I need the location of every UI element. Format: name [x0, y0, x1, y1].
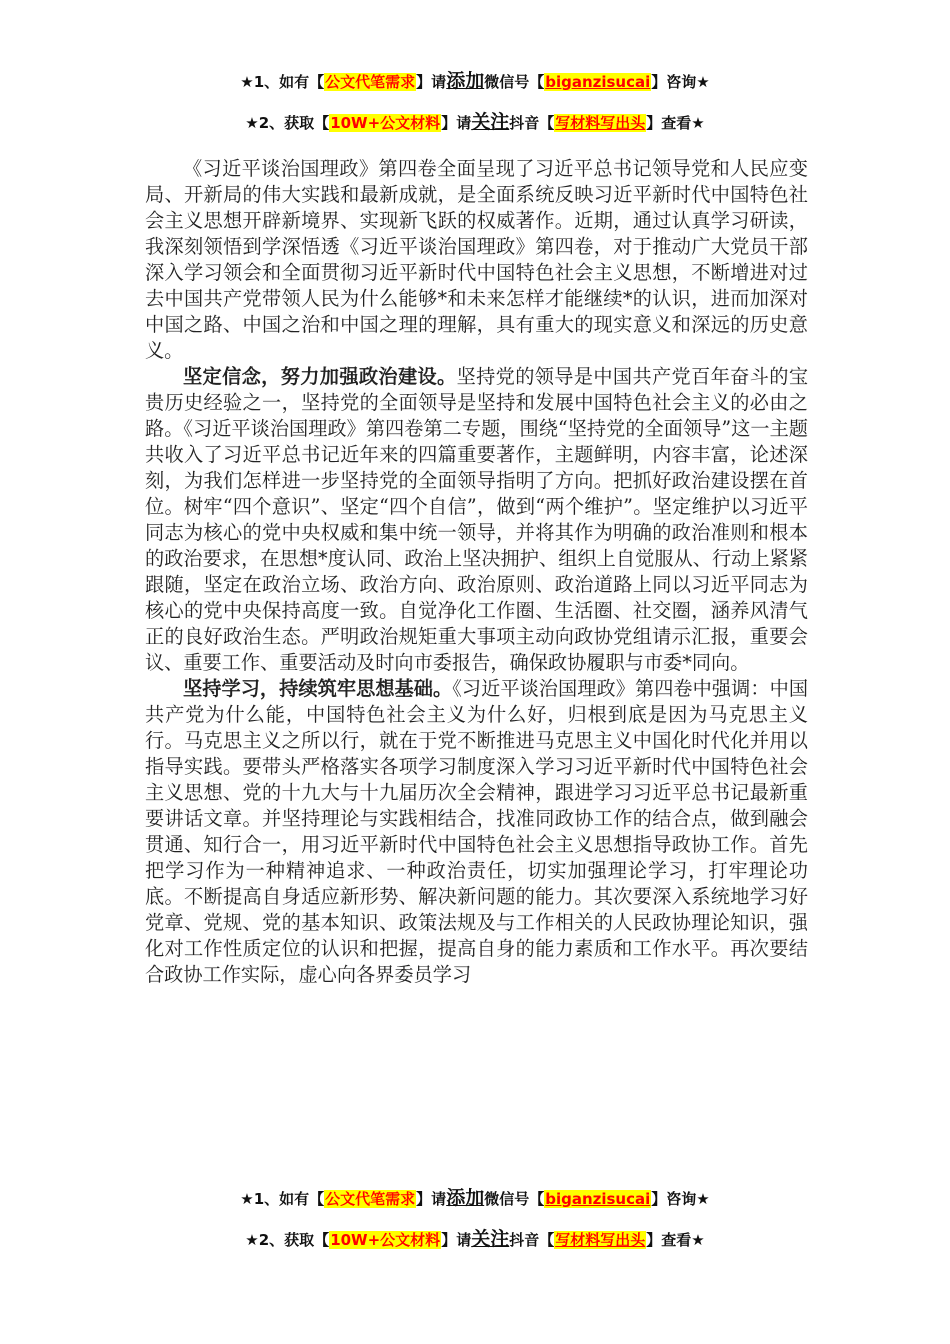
promo-highlight-materials: 10W+公文材料 [330, 1231, 441, 1249]
paragraph-text: 坚持党的领导是中国共产党百年奋斗的宝贵历史经验之一，坚持党的全面领导是坚持和发展中国特色社会主义的必由之路。《习近平谈治国理政》第四卷第二专题，围绕“坚持党的全面领导”这一主题共收入了习近平总书记近年来的四篇重要著作，主题鲜明，内容丰富，论述深刻，为我们怎样进一步坚持党的全面领导指明了方向。把抓好政治建设摆在首位。树牢“四个意识”、坚定“四个自信”，做到“两个维护”。坚定维护以习近平同志为核心的党中央权威和集中统一领导，并将其作为明确的政治准则和根本的政治要求，在思想*度认同、政治上坚决拥护、组织上自觉服从、行动上紧紧跟随，坚定在政治立场、政治方向、政治原则、政治道路上同以习近平同志为核心的党中央保持高度一致。自觉净化工作圈、生活圈、社交圈，涵养风清气正的良好政治生态。严明政治规矩重大事项主动向政协党组请示汇报，重要会议、重要工作、重要活动及时向市委报告，确保政协履职与市委*同向。 [145, 365, 809, 674]
promo-emphasis: 添加 [446, 70, 485, 92]
promo-text: 微信号【 [484, 73, 545, 91]
paragraph-lead-heading: 坚定信念，努力加强政治建设。 [183, 365, 457, 388]
promo-prefix: ★1、如有【 [240, 73, 325, 91]
promo-highlight-service: 公文代笔需求 [325, 1190, 416, 1208]
promo-text: 抖音【 [509, 1231, 555, 1249]
promo-wechat-id: biganzisucai [545, 1190, 651, 1208]
promo-prefix: ★2、获取【 [245, 114, 330, 132]
promo-suffix: 】查看★ [646, 114, 705, 132]
promo-suffix: 】咨询★ [651, 1190, 710, 1208]
promo-text: 】请 [441, 114, 472, 132]
promo-prefix: ★2、获取【 [245, 1231, 330, 1249]
promo-wechat-id: biganzisucai [545, 73, 651, 91]
promo-prefix: ★1、如有【 [240, 1190, 325, 1208]
promo-text: 】请 [416, 73, 447, 91]
promo-text: 抖音【 [509, 114, 555, 132]
article-paragraph-study [145, 676, 808, 988]
promo-emphasis: 关注 [471, 1228, 510, 1250]
paragraph-lead-heading: 坚持学习，持续筑牢思想基础。 [183, 677, 453, 700]
promo-text: 】请 [441, 1231, 472, 1249]
promo-emphasis: 添加 [446, 1187, 485, 1209]
promo-emphasis: 关注 [471, 111, 510, 133]
footer-promo-line-1 [0, 1187, 950, 1210]
footer-promo-line-2 [0, 1228, 950, 1251]
promo-highlight-materials: 10W+公文材料 [330, 114, 441, 132]
promo-douyin-account: 写材料写出头 [555, 114, 646, 132]
promo-text: 微信号【 [484, 1190, 545, 1208]
article-paragraph-political [145, 364, 808, 676]
promo-suffix: 】咨询★ [651, 73, 710, 91]
promo-highlight-service: 公文代笔需求 [325, 73, 416, 91]
article-body [145, 156, 808, 988]
promo-douyin-account: 写材料写出头 [555, 1231, 646, 1249]
header-promo-line-2 [0, 111, 950, 134]
promo-text: 】请 [416, 1190, 447, 1208]
header-promo-line-1 [0, 70, 950, 93]
promo-suffix: 】查看★ [646, 1231, 705, 1249]
article-paragraph-intro: 《习近平谈治国理政》第四卷全面呈现了习近平总书记领导党和人民应变局、开新局的伟大实践和最新成就，是全面系统反映习近平新时代中国特色社会主义思想开辟新境界、实现新飞跃的权威著作。近期，通过认真学习研读，我深刻领悟到学深悟透《习近平谈治国理政》第四卷，对于推动广大党员干部深入学习领会和全面贯彻习近平新时代中国特色社会主义思想，不断增进对过去中国共产党带领人民为什么能够*和未来怎样才能继续*的认识，进而加深对中国之路、中国之治和中国之理的理解，具有重大的现实意义和深远的历史意义。 [145, 157, 808, 362]
paragraph-text: 《习近平谈治国理政》第四卷中强调：中国共产党为什么能，中国特色社会主义为什么好，归根到底是因为马克思主义行。马克思主义之所以行，就在于党不断推进马克思主义中国化时代化并用以指导实践。要带头严格落实各项学习制度深入学习习近平新时代中国特色社会主义思想、党的十九大与十九届历次全会精神，跟进学习习近平总书记最新重要讲话文章。并坚持理论与实践相结合，找准同政协工作的结合点，做到融会贯通、知行合一，用习近平新时代中国特色社会主义思想指导政协工作。首先把学习作为一种精神追求、一种政治责任，切实加强理论学习，打牢理论功底。不断提高自身适应新形势、解决新问题的能力。其次要深入系统地学习好党章、党规、党的基本知识、政策法规及与工作相关的人民政协理论知识，强化对工作性质定位的认识和把握，提高自身的能力素质和工作水平。再次要结合政协工作实际，虚心向各界委员学习 [145, 677, 809, 986]
